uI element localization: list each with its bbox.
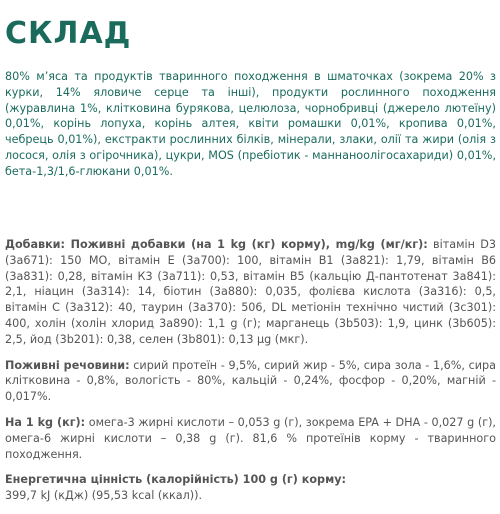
additives-label: Добавки: Поживні добавки (на 1 kg (кг) корму), mg/kg (мг/кг): — [5, 238, 428, 251]
energy-label: Енергетична цінність (калорійність) 100 g (г) корму: — [5, 473, 346, 487]
energy-value: 399,7 kJ (кДж) (95,53 kcal (ккал)). — [5, 489, 203, 503]
page-title: СКЛАД — [5, 16, 132, 51]
details-section — [5, 237, 496, 514]
energy-paragraph — [5, 472, 496, 504]
nutrients-paragraph — [5, 358, 496, 405]
additives-paragraph — [5, 237, 496, 348]
nutrients-label: Поживні речовини: — [5, 358, 130, 372]
per-kg-label: На 1 kg (кг): — [5, 415, 86, 429]
additives-text: вітамін D3 (3a671): 150 МО, вітамін Е (3a700): 100, вітамін В1 (3a821): 1,79, вітамін В6 (3a831): 0,28, вітамін К3 (3a711): 0,53, вітамін В5 (кальцію Д-пантотенат 3a841): 2,1, ніацин (3a314): 14, біотин (3a880): 0,035, фолієва кислота (3a316): 0,5, вітамін С (3a312): 40, таурин (3a370): 506, DL метіонін технічно чистий (3c301): 400, холін (холін хлорид 3a890): 1,1 g (г); марганець (3b503): 1,9, цинк (3b605): 2,5, йод (3b201): 0,38, селен (3b801): 0,13 µg (мкг). — [5, 238, 496, 346]
per-kg-paragraph — [5, 415, 496, 462]
nutrients-text: сирий протеїн - 9,5%, сирий жир - 5%, сира зола - 1,6%, сира клітковина - 0,8%, вологість - 80%, кальцій - 0,24%, фосфор - 0,20%, магній - 0,017%. — [5, 358, 496, 404]
composition-text: 80% м’яса та продуктів тваринного походження в шматочках (зокрема 20% з курки, 14% яловиче серце та інші), продукти рослинного походження (журавлина 1%, клітковина бурякова, целюлоза, чорнобривці (джерело лютеїну) 0,01%, корінь лопуха, корінь алтея, квіти ромашки 0,01%, кропива 0,01%, чебрець 0,01%), екстракти рослинних білків, мінерали, злаки, олії та жири (олія з лосося, олія з огірочника), цукри, MOS (пребіотик - маннаноолігосахариди) 0,01%, бета-1,3/1,6-глюкани 0,01%. — [5, 70, 496, 178]
per-kg-text: омега-3 жирні кислоти – 0,053 g (г), зокрема EPA + DHA - 0,027 g (г), омега-6 жирні кислоти – 0,38 g (г). 81,6 % протеїнів корму - тваринного походження. — [5, 415, 496, 461]
